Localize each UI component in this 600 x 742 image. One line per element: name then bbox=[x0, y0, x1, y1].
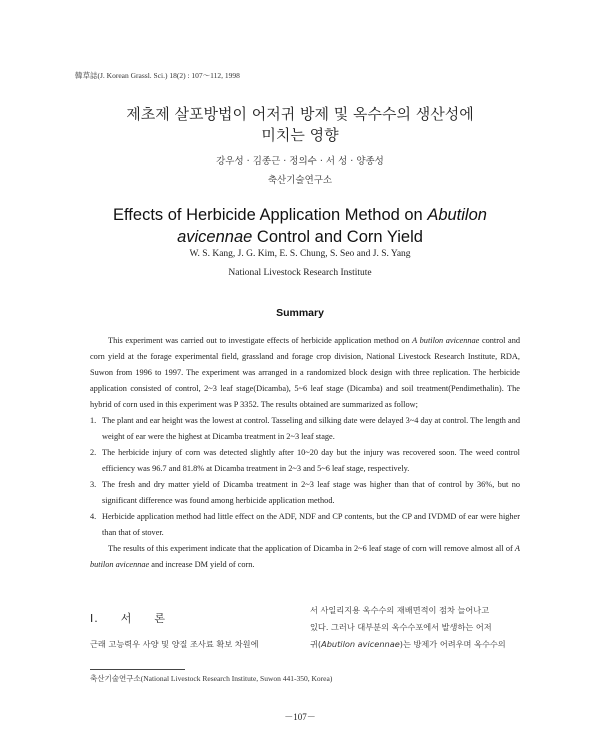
finding-2: 2. The herbicide injury of corn was detected slightly after 10~20 day but the injury was recovered soon. The weed control efficiency was 96.7 and 81.8% at Dicamba treatment in 2~3 and 5~6 leaf stage, respectively. bbox=[90, 448, 520, 473]
finding-3: 3. The fresh and dry matter yield of Dicamba treatment in 2~3 leaf stage was higher than that of control by 36%, but no significant difference was found among herbicide application method. bbox=[90, 480, 520, 505]
korean-institute: 축산기술연구소 bbox=[267, 175, 333, 186]
finding-1: 1. The plant and ear height was the lowest at control. Tasseling and silking date were delayed 3~4 day at control. The length and weight of ear were the highest at Dicamba treatment in 2~3 leaf stage. bbox=[90, 416, 520, 441]
english-title-line1: Effects of Herbicide Application Method on Abutilon bbox=[113, 206, 487, 224]
intro-right-line1: 서 사일리지용 옥수수의 재배면적이 점차 늘어나고 bbox=[310, 605, 490, 615]
english-title bbox=[0, 204, 600, 248]
footnote-rule bbox=[90, 669, 185, 670]
english-authors: W. S. Kang, J. G. Kim, E. S. Chung, S. Seo and J. S. Yang bbox=[189, 249, 411, 259]
finding-4: 4. Herbicide application method had little effect on the ADF, NDF and CP contents, but the CP and IVDMD of ear were higher than that of stover. bbox=[90, 512, 520, 537]
korean-title-line2: 미치는 영향 bbox=[261, 126, 339, 144]
korean-title bbox=[0, 104, 600, 146]
summary-intro: This experiment was carried out to investigate effects of herbicide application method on A butilon avicennae control and corn yield at the forage experimental field, grassland and forage crop division, National Livestock Research Institute, RDA, Suwon from 1996 to 1997. The experiment was arranged in a randomized block design with three replication. The herbicide application consisted of control, 2~3 leaf stage(Dicamba), 5~6 leaf stage (Dicamba) and soil treatment(Pendimethalin). The hybrid of corn used in this experiment was P 3352. The results obtained are summarized as follow; bbox=[90, 336, 520, 409]
english-institute: National Livestock Research Institute bbox=[228, 268, 372, 278]
summary-body bbox=[90, 333, 520, 573]
korean-authors: 강우성 · 김종근 · 정의수 · 서 성 · 양종성 bbox=[216, 156, 384, 167]
intro-right-column bbox=[310, 602, 525, 653]
intro-right-line2: 있다. 그러나 대부분의 옥수수포에서 발생하는 어저 bbox=[310, 622, 492, 632]
introduction-heading: I. 서 론 bbox=[90, 612, 167, 625]
summary-conclusion: The results of this experiment indicate that the application of Dicamba in 2~6 leaf stage of corn will remove almost all of A butilon avicennae and increase DM yield of corn. bbox=[90, 544, 520, 569]
journal-citation: 韓草誌(J. Korean Grassl. Sci.) 18(2) : 107～112, 1998 bbox=[75, 71, 240, 80]
intro-right-line3: 귀(Abutilon avicennae)는 방제가 어려우며 옥수수의 bbox=[310, 639, 506, 649]
page-number: －107－ bbox=[284, 712, 316, 722]
english-title-line2: avicennae Control and Corn Yield bbox=[177, 228, 423, 246]
affiliation-footnote: 축산기술연구소(National Livestock Research Institute, Suwon 441-350, Korea) bbox=[90, 674, 333, 683]
korean-title-line1: 제초제 살포방법이 어저귀 방제 및 옥수수의 생산성에 bbox=[126, 105, 474, 123]
summary-heading: Summary bbox=[276, 307, 324, 319]
intro-left-column: 근래 고능력우 사양 및 양질 조사료 확보 차원에 bbox=[90, 639, 259, 649]
findings-list bbox=[90, 413, 520, 541]
